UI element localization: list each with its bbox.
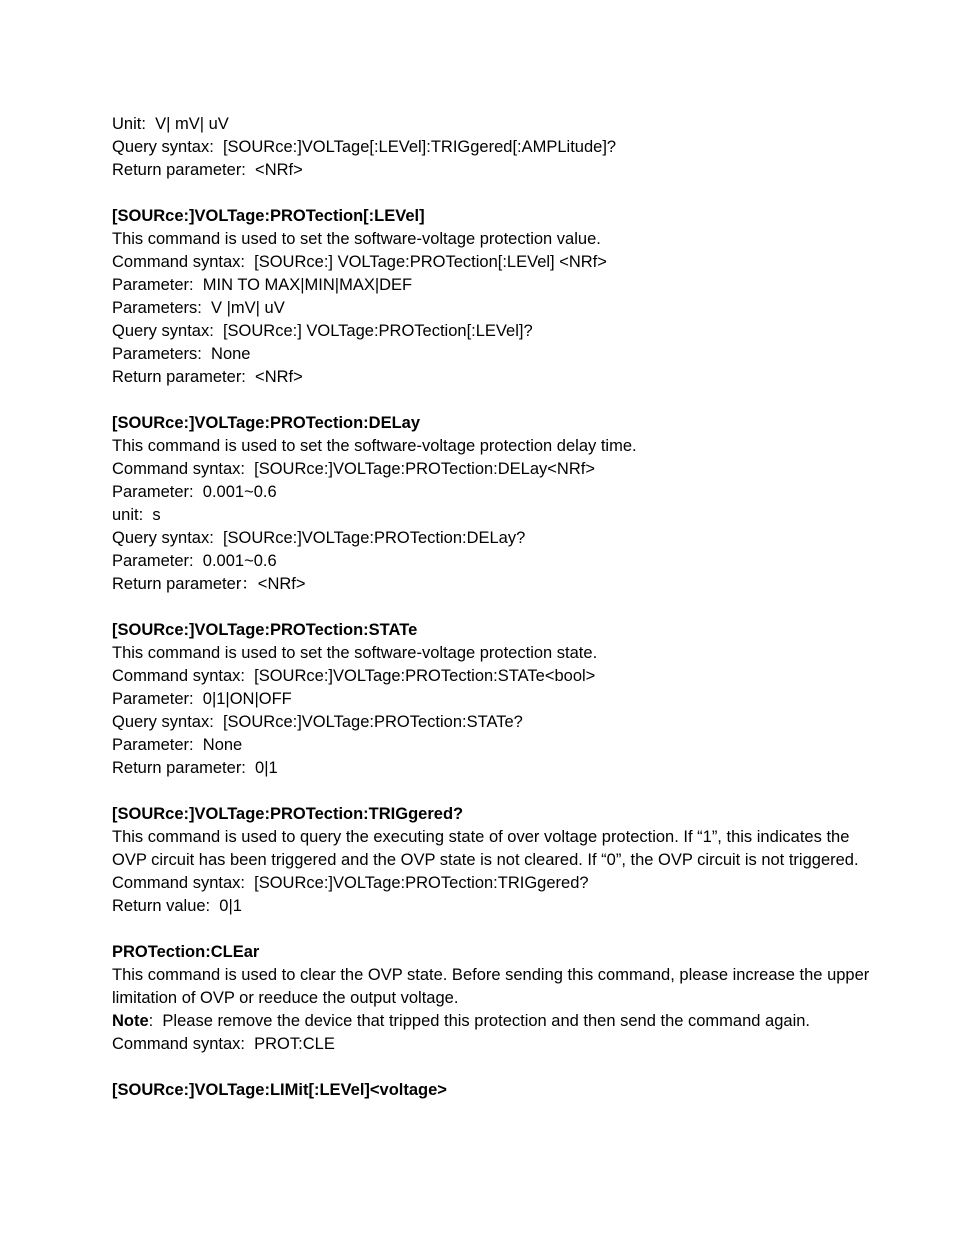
query-syntax-line: Query syntax: [SOURce:]VOLTage[:LEVel]:TRIGgered[:AMPLitude]? <box>112 138 617 156</box>
section-line: Query syntax: [SOURce:] VOLTage:PROTection[:LEVel]? <box>112 322 533 340</box>
section-line: Parameters: V |mV| uV <box>112 299 285 317</box>
section-heading: [SOURce:]VOLTage:PROTection:DELay <box>112 414 421 432</box>
section-protection-level <box>112 205 872 389</box>
document-page <box>112 113 872 1102</box>
section-line: Command syntax: [SOURce:]VOLTage:PROTection:TRIGgered? <box>112 874 589 892</box>
section-line: Parameter: None <box>112 736 243 754</box>
section-line: Query syntax: [SOURce:]VOLTage:PROTection:STATe? <box>112 713 523 731</box>
section-protection-clear <box>112 941 872 1056</box>
section-heading: [SOURce:]VOLTage:LIMit[:LEVel]<voltage> <box>112 1081 447 1099</box>
section-voltage-limit <box>112 1079 872 1102</box>
section-protection-triggered <box>112 803 872 918</box>
section-line: This command is used to set the software-voltage protection value. <box>112 230 601 248</box>
section-line: Return parameter：<NRf> <box>112 575 306 593</box>
section-line: Parameter: 0.001~0.6 <box>112 483 277 501</box>
section-line: Return value: 0|1 <box>112 897 242 915</box>
section-line: Return parameter: 0|1 <box>112 759 278 777</box>
section-description: This command is used to clear the OVP state. Before sending this command, please increase the upper limitation of OVP or reeduce the output voltage. <box>112 966 870 1007</box>
section-heading: [SOURce:]VOLTage:PROTection[:LEVel] <box>112 207 425 225</box>
note-text: : Please remove the device that tripped this protection and then send the command again. <box>148 1012 810 1030</box>
section-line: Query syntax: [SOURce:]VOLTage:PROTection:DELay? <box>112 529 526 547</box>
intro-block <box>112 113 872 182</box>
section-protection-delay <box>112 412 872 596</box>
section-line: Command syntax: [SOURce:]VOLTage:PROTection:STATe<bool> <box>112 667 596 685</box>
section-heading: PROTection:CLEar <box>112 943 260 961</box>
section-heading: [SOURce:]VOLTage:PROTection:TRIGgered? <box>112 805 464 823</box>
section-line: unit: s <box>112 506 161 524</box>
section-line: Parameters: None <box>112 345 251 363</box>
section-line: Command syntax: PROT:CLE <box>112 1035 335 1053</box>
section-line: Parameter: 0|1|ON|OFF <box>112 690 292 708</box>
section-protection-state <box>112 619 872 780</box>
section-line: Parameter: MIN TO MAX|MIN|MAX|DEF <box>112 276 413 294</box>
section-description: This command is used to query the executing state of over voltage protection. If “1”, this indicates the OVP circuit has been triggered and the OVP state is not cleared. If “0”, the OVP circuit is not triggered. <box>112 828 859 869</box>
note-label: Note <box>112 1012 149 1030</box>
section-line: Command syntax: [SOURce:] VOLTage:PROTection[:LEVel] <NRf> <box>112 253 607 271</box>
section-line: Command syntax: [SOURce:]VOLTage:PROTection:DELay<NRf> <box>112 460 595 478</box>
section-heading: [SOURce:]VOLTage:PROTection:STATe <box>112 621 418 639</box>
unit-line: Unit: V| mV| uV <box>112 115 229 133</box>
note-line <box>112 1010 872 1033</box>
section-line: Parameter: 0.001~0.6 <box>112 552 277 570</box>
section-line: This command is used to set the software-voltage protection state. <box>112 644 598 662</box>
section-line: This command is used to set the software-voltage protection delay time. <box>112 437 637 455</box>
section-line: Return parameter: <NRf> <box>112 368 303 386</box>
return-parameter-line: Return parameter: <NRf> <box>112 161 303 179</box>
